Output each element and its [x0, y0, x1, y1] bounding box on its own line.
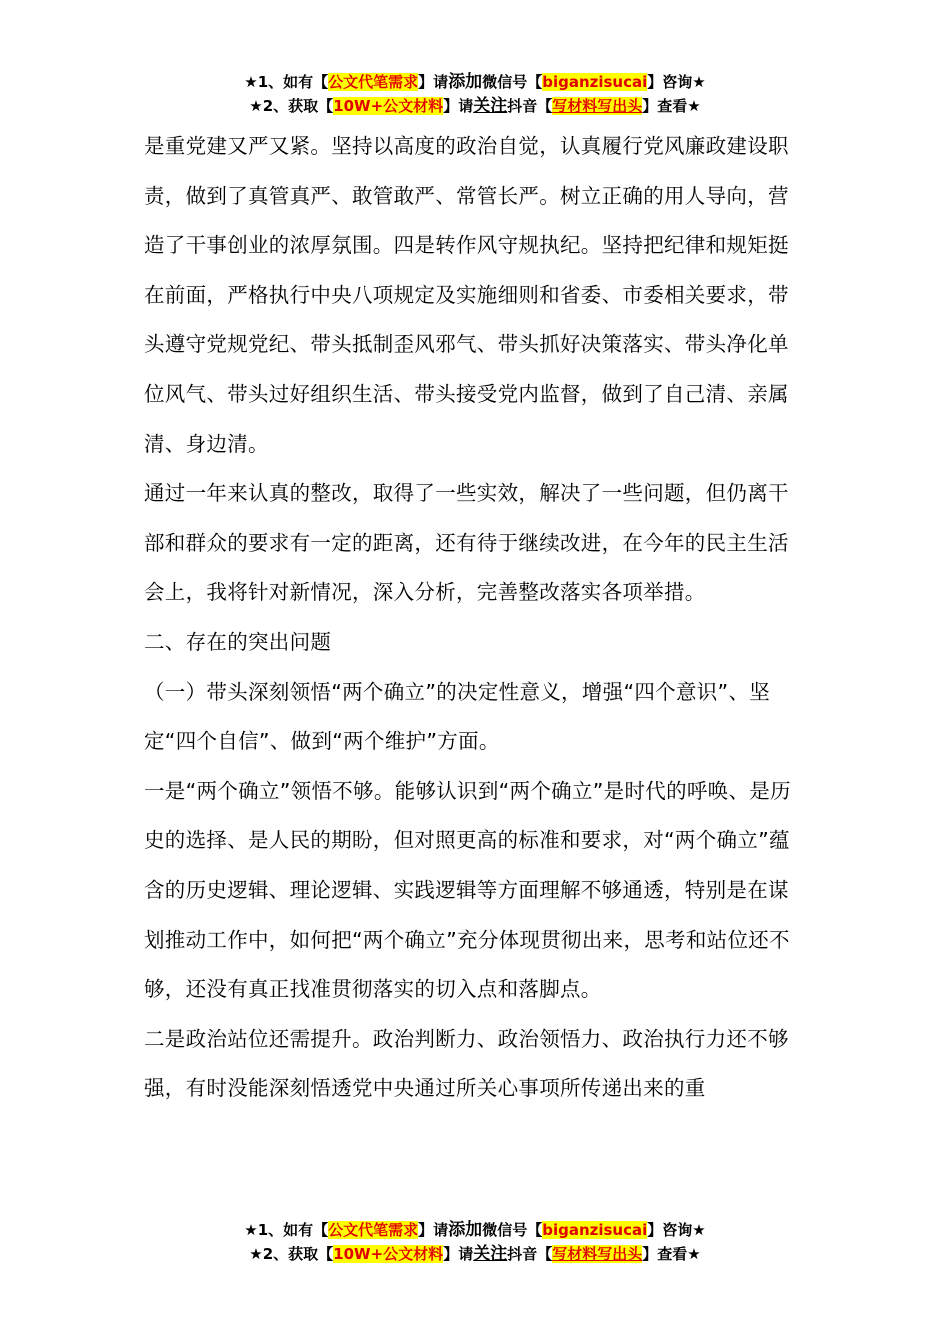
- banner-prefix: ★1、如有【: [244, 73, 329, 91]
- paragraph: 通过一年来认真的整改，取得了一些实效，解决了一些问题，但仍离干部和群众的要求有一定的距离，还有待于继续改进，在今年的民主生活会上，我将针对新情况，深入分析，完善整改落实各项举措。: [144, 481, 789, 605]
- paragraph: 是重党建又严又紧。坚持以高度的政治自觉，认真履行党风廉政建设职责，做到了真管真严、敢管敢严、常管长严。树立正确的用人导向，营造了干事创业的浓厚氛围。四是转作风守规执纪。坚持把纪律和规矩挺在前面，严格执行中央八项规定及实施细则和省委、市委相关要求，带头遵守党规党纪、带头抵制歪风邪气、带头抓好决策落实、带头净化单位风气、带头过好组织生活、带头接受党内监督，做到了自己清、亲属清、身边清。: [144, 134, 789, 456]
- document-body: [144, 122, 808, 1114]
- banner-highlight: 10W+公文材料: [333, 1245, 444, 1263]
- banner-emphasis: 添加: [448, 1220, 483, 1240]
- banner-text: 】请: [418, 1221, 449, 1239]
- banner-prefix: ★2、获取【: [249, 97, 334, 115]
- banner-suffix: 】查看★: [642, 1245, 701, 1263]
- banner-text: 微信号【: [482, 1221, 543, 1239]
- banner-prefix: ★2、获取【: [249, 1245, 334, 1263]
- banner-highlight: 公文代笔需求: [328, 1221, 419, 1239]
- banner-line-2: [0, 1242, 950, 1266]
- banner-text: 微信号【: [482, 73, 543, 91]
- douyin-account: 写材料写出头: [552, 97, 643, 115]
- banner-text: 】请: [418, 73, 449, 91]
- banner-highlight: 公文代笔需求: [328, 73, 419, 91]
- banner-text: 抖音【: [507, 97, 553, 115]
- banner-emphasis: 关注: [473, 1244, 508, 1264]
- banner-text: 抖音【: [507, 1245, 553, 1263]
- banner-emphasis: 关注: [473, 96, 508, 116]
- banner-suffix: 】咨询★: [647, 1221, 706, 1239]
- section-heading: 二、存在的突出问题: [144, 629, 332, 654]
- banner-suffix: 】咨询★: [647, 73, 706, 91]
- wechat-id: biganzisucai: [542, 1221, 648, 1239]
- banner-text: 】请: [443, 1245, 474, 1263]
- paragraph: 一是“两个确立”领悟不够。能够认识到“两个确立”是时代的呼唤、是历史的选择、是人民的期盼，但对照更高的标准和要求，对“两个确立”蕴含的历史逻辑、理论逻辑、实践逻辑等方面理解不够通透，特别是在谋划推动工作中，如何把“两个确立”充分体现贯彻出来，思考和站位还不够，还没有真正找准贯彻落实的切入点和落脚点。: [144, 778, 791, 1002]
- subsection-heading: （一）带头深刻领悟“两个确立”的决定性意义，增强“四个意识”、坚定“四个自信”、做到“两个维护”方面。: [144, 679, 771, 754]
- banner-emphasis: 添加: [448, 72, 483, 92]
- footer-banner: [0, 1218, 950, 1266]
- wechat-id: biganzisucai: [542, 73, 648, 91]
- douyin-account: 写材料写出头: [552, 1245, 643, 1263]
- paragraph: 二是政治站位还需提升。政治判断力、政治领悟力、政治执行力还不够强，有时没能深刻悟透党中央通过所关心事项所传递出来的重: [144, 1026, 789, 1101]
- banner-text: 】请: [443, 97, 474, 115]
- banner-line-1: [0, 70, 950, 94]
- banner-prefix: ★1、如有【: [244, 1221, 329, 1239]
- banner-highlight: 10W+公文材料: [333, 97, 444, 115]
- header-banner: [0, 70, 950, 118]
- banner-line-1: [0, 1218, 950, 1242]
- banner-line-2: [0, 94, 950, 118]
- banner-suffix: 】查看★: [642, 97, 701, 115]
